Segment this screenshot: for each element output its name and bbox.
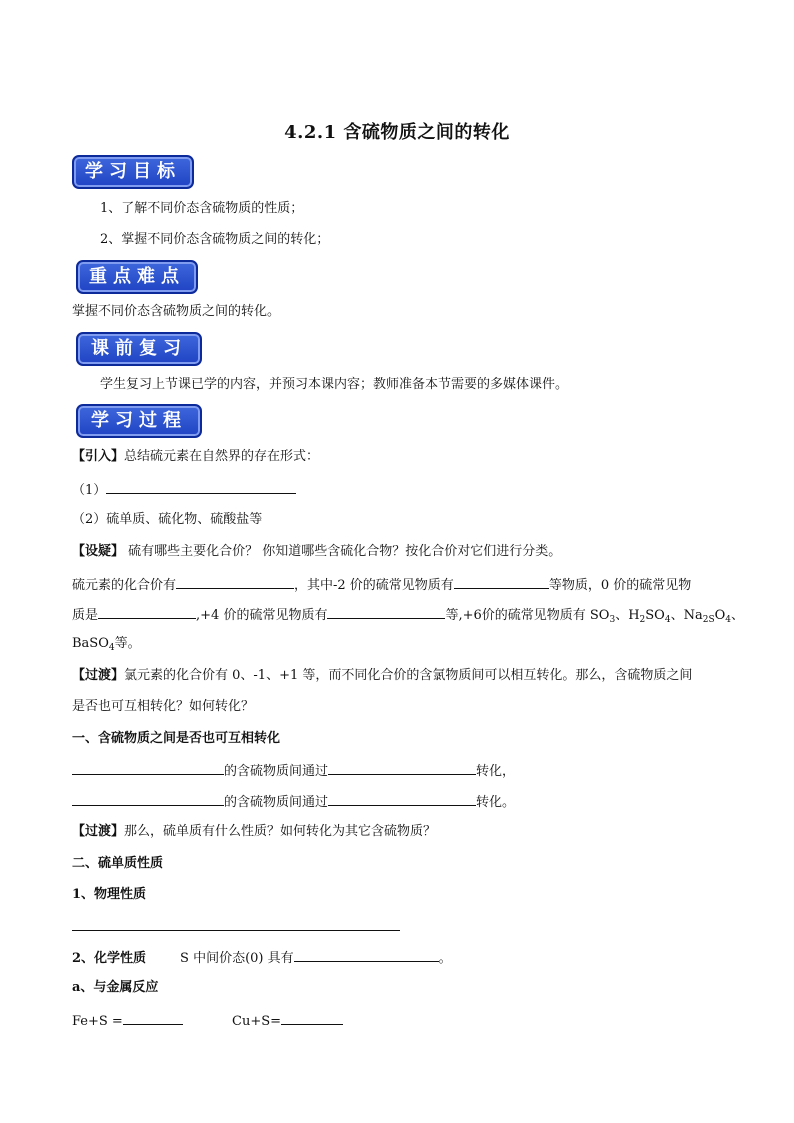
section-badge-key: 重点难点 [76, 260, 198, 294]
question-tag: 【设疑】 [72, 544, 125, 559]
question-line [72, 543, 561, 561]
section-badge-review: 课前复习 [76, 332, 202, 366]
text: 。 [438, 951, 452, 966]
text: 转化。 [476, 795, 516, 810]
conversion-line-1 [72, 761, 515, 781]
answer-blank[interactable] [72, 761, 224, 775]
intro-item-1 [72, 480, 296, 500]
text: 等。 [114, 636, 141, 651]
chemical-heading: 2、化学性质 [72, 951, 147, 966]
text: 硫元素的化合价有 [72, 578, 177, 593]
text: 转化， [476, 764, 516, 779]
text: 、H [615, 608, 640, 623]
physical-heading: 1、物理性质 [72, 887, 147, 902]
goal-item: 2、掌握不同价态含硫物质之间的转化； [100, 232, 330, 247]
section-badge-process: 学习过程 [76, 404, 202, 438]
answer-blank[interactable] [176, 575, 294, 589]
intro-line [72, 448, 319, 466]
subscript: 3 [609, 615, 616, 625]
text: 等物质，0 价的硫常见物 [548, 578, 692, 593]
section-badge-goals: 学习目标 [72, 155, 194, 189]
text: BaSO [72, 636, 109, 651]
conversion-line-2 [72, 792, 515, 812]
valence-line-1 [72, 575, 691, 595]
question-text: 硫有哪些主要化合价？ 你知道哪些含硫化合物？按化合价对它们进行分类。 [124, 544, 562, 559]
transition-line-1 [72, 667, 692, 685]
transition-tag: 【过渡】 [72, 824, 125, 839]
text: O [714, 608, 726, 623]
text: SO [645, 608, 665, 623]
answer-blank[interactable] [72, 792, 224, 806]
valence-line-3 [72, 635, 141, 653]
answer-blank[interactable] [123, 1011, 183, 1025]
answer-blank[interactable] [327, 605, 445, 619]
fe-reaction [72, 1011, 183, 1031]
intro-item-label: （1） [72, 483, 107, 498]
text: 的含硫物质间通过 [224, 795, 329, 810]
chemical-line [72, 948, 452, 968]
subscript: 4 [108, 643, 115, 653]
text: 、 [731, 608, 745, 623]
subscript: 4 [664, 615, 671, 625]
text: 氯元素的化合价有 0、-1、+1 等，而不同化合价的含氯物质间可以相互转化。那么，含硫物质之间 [124, 668, 693, 683]
text: S 中间价态(0) 具有 [180, 951, 294, 966]
answer-blank[interactable] [328, 761, 476, 775]
text: 、Na [670, 608, 703, 623]
answer-blank[interactable] [72, 917, 400, 931]
page-title: 4.2.1 含硫物质之间的转化 [284, 122, 510, 143]
key-text: 掌握不同价态含硫物质之间的转化。 [72, 304, 281, 319]
subscript: 4 [725, 615, 732, 625]
text: 那么，硫单质有什么性质？如何转化为其它含硫物质？ [124, 824, 437, 839]
subscript: 2 [639, 615, 646, 625]
intro-item-2: （2）硫单质、硫化物、硫酸盐等 [72, 512, 263, 527]
review-text: 学生复习上节课已学的内容，并预习本课内容；教师准备本节需要的多媒体课件。 [100, 377, 569, 392]
cu-reaction [232, 1011, 343, 1031]
section-heading-2: 二、硫单质性质 [72, 856, 164, 871]
intro-tag: 【引入】 [72, 449, 125, 464]
answer-blank[interactable] [98, 605, 196, 619]
section-heading-1: 一、含硫物质之间是否也可互相转化 [72, 731, 281, 746]
text: ,+4 价的硫常见物质有 [196, 608, 328, 623]
text: 的含硫物质间通过 [224, 764, 329, 779]
transition2-line [72, 823, 436, 841]
valence-line-2 [72, 605, 744, 625]
answer-blank[interactable] [328, 792, 476, 806]
physical-blank-line [72, 917, 400, 937]
text: 质是 [72, 608, 99, 623]
goal-item: 1、了解不同价态含硫物质的性质； [100, 201, 304, 216]
subscript: 2S [702, 615, 715, 625]
transition-line-2: 是否也可互相转化？如何转化？ [72, 699, 255, 714]
text: 等,+6价的硫常见物质有 SO [445, 608, 610, 623]
answer-blank[interactable] [294, 948, 439, 962]
answer-blank[interactable] [106, 480, 296, 494]
answer-blank[interactable] [454, 575, 549, 589]
answer-blank[interactable] [281, 1011, 343, 1025]
text: Fe+S = [72, 1014, 123, 1029]
text: ，其中-2 价的硫常见物质有 [294, 578, 454, 593]
text: Cu+S= [232, 1014, 282, 1029]
metal-reaction-heading: a、与金属反应 [72, 980, 159, 995]
intro-text: 总结硫元素在自然界的存在形式： [124, 449, 320, 464]
transition-tag: 【过渡】 [72, 668, 125, 683]
